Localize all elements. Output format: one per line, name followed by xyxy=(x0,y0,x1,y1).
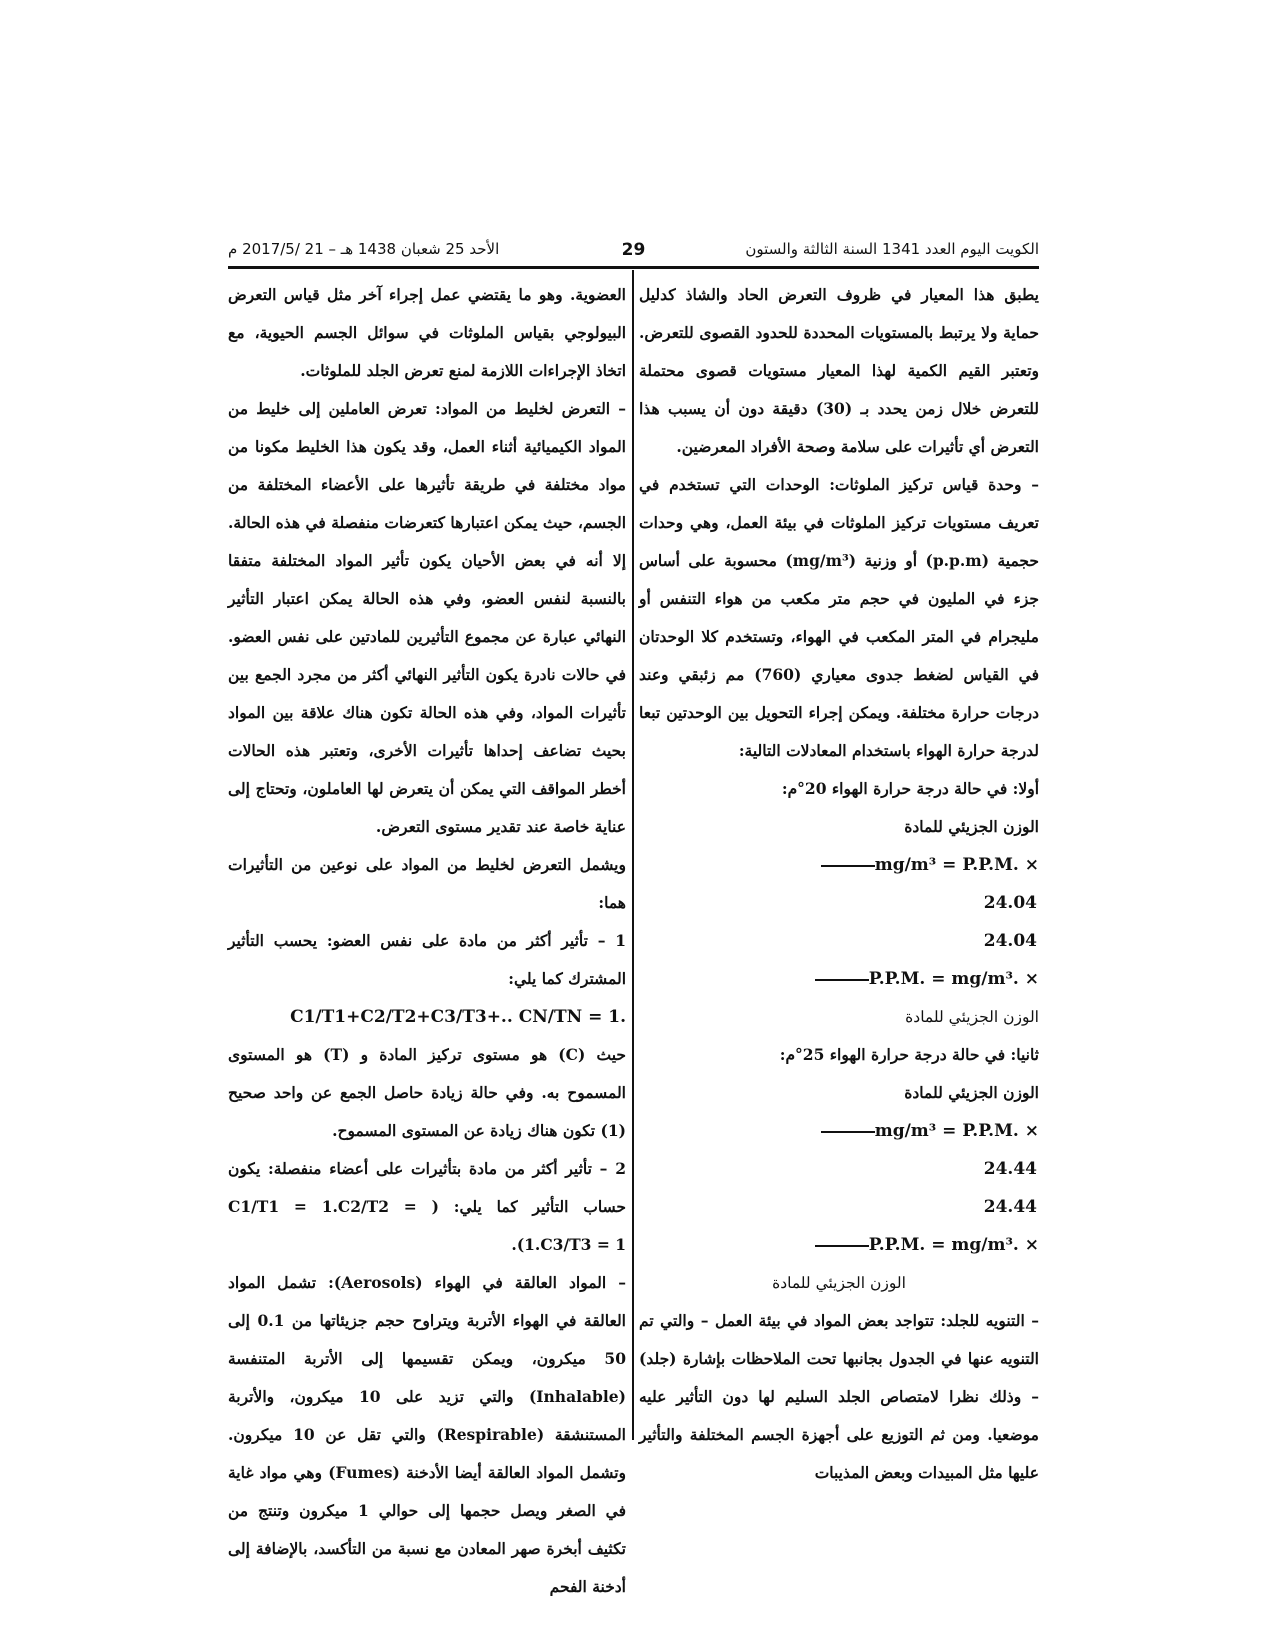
equation: mg/m³ = P.P.M. × xyxy=(639,1112,1039,1150)
molecular-weight-label: الوزن الجزيئي للمادة xyxy=(904,817,1039,836)
fraction-line xyxy=(821,1131,875,1133)
equation: C1/T1+C2/T2+C3/T3+.. CN/TN = 1. xyxy=(290,1007,626,1027)
page-header xyxy=(228,236,1039,266)
equation: mg/m³ = P.P.M. × xyxy=(639,846,1039,884)
molecular-weight-label: الوزن الجزيئي للمادة xyxy=(905,1008,1039,1026)
issue-date: الأحد 25 شعبان 1438 هـ – 21 /2017/5 م xyxy=(228,240,500,258)
equation: P.P.M. = mg/m³. × xyxy=(639,960,1039,998)
paragraph: – التعرض لخليط من المواد: تعرض العاملين إلى خليط من المواد الكيميائية أثناء العمل، وقد يكون هذا الخليط مكونا من مواد مختلفة في طريقة تأثيرها على الأعضاء المختلفة من الجسم، حيث يمكن اعتبارها كتعرضات منفصلة في هذه الحالة. إلا أنه في بعض الأحيان يكون تأثير المواد المختلفة متفقا بالنسبة لنفس العضو، وفي هذه الحالة يمكن اعتبار التأثير النهائي عبارة عن مجموع التأثيرين للمادتين على نفس العضو. في حالات نادرة يكون التأثير النهائي أكثر من مجرد الجمع بين تأثيرات المواد، وفي هذه الحالة تكون هناك علاقة بين المواد بحيث تضاعف إحداها تأثيرات الأخرى، وتعتبر هذه الحالات أخطر المواقف التي يمكن أن يتعرض لها العاملون، وتحتاج إلى عناية خاصة عند تقدير مستوى التعرض. xyxy=(228,399,626,836)
case-heading: أولا: في حالة درجة حرارة الهواء 20°م: xyxy=(781,779,1039,798)
left-column xyxy=(228,276,626,1606)
molecular-weight-label: الوزن الجزيئي للمادة xyxy=(904,1083,1039,1102)
fraction-line xyxy=(815,1245,869,1247)
constant-value: 24.04 xyxy=(983,931,1037,951)
paragraph: ويشمل التعرض لخليط من المواد على نوعين من التأثيرات هما: xyxy=(228,855,626,912)
molecular-weight-label: الوزن الجزيئي للمادة xyxy=(772,1274,906,1292)
fraction-line xyxy=(821,865,875,867)
paragraph: 1 – تأثير أكثر من مادة على نفس العضو: يحسب التأثير المشترك كما يلي: xyxy=(228,931,626,988)
right-column xyxy=(639,276,1039,1492)
paragraph: 2 – تأثير أكثر من مادة بتأثيرات على أعضاء منفصلة: يكون حساب التأثير كما يلي: ( C1/T1 = 1.C2/T2 = (1.C3/T3 = 1. xyxy=(228,1159,626,1254)
paragraph: العضوية. وهو ما يقتضي عمل إجراء آخر مثل قياس التعرض البيولوجي بقياس الملوثات في سوائل الجسم الحيوية، مع اتخاذ الإجراءات اللازمة لمنع تعرض الجلد للملوثات. xyxy=(228,285,626,380)
fraction-line xyxy=(815,979,869,981)
equation: P.P.M. = mg/m³. × xyxy=(639,1226,1039,1264)
constant-value: 24.44 xyxy=(983,1197,1037,1217)
paragraph: يطبق هذا المعيار في ظروف التعرض الحاد والشاذ كدليل حماية ولا يرتبط بالمستويات المحددة للحدود القصوى للتعرض. وتعتبر القيم الكمية لهذا المعيار مستويات قصوى محتملة للتعرض خلال زمن يحدد بـ (30) دقيقة دون أن يسبب هذا التعرض أي تأثيرات على سلامة وصحة الأفراد المعرضين. xyxy=(639,285,1039,456)
paragraph: – التنويه للجلد: تتواجد بعض المواد في بيئة العمل – والتي تم التنويه عنها في الجدول بجانبها تحت الملاحظات بإشارة (جلد) – وذلك نظرا لامتصاص الجلد السليم لها دون التأثير عليه موضعيا. ومن ثم التوزيع على أجهزة الجسم المختلفة والتأثير عليها مثل المبيدات وبعض المذيبات xyxy=(639,1311,1039,1482)
case-heading: ثانيا: في حالة درجة حرارة الهواء 25°م: xyxy=(779,1045,1039,1064)
constant-value: 24.04 xyxy=(983,893,1037,913)
constant-value: 24.44 xyxy=(983,1159,1037,1179)
column-divider xyxy=(632,270,634,1440)
paragraph: حيث (C) هو مستوى تركيز المادة و (T) هو المستوى المسموح به. وفي حالة زيادة حاصل الجمع عن واحد صحيح (1) تكون هناك زيادة عن المستوى المسموح. xyxy=(228,1045,626,1140)
header-rule xyxy=(228,266,1039,269)
paragraph: – المواد العالقة في الهواء (Aerosols): تشمل المواد العالقة في الهواء الأتربة ويتراوح حجم جزيئاتها من 0.1 إلى 50 ميكرون، ويمكن تقسيمها إلى الأتربة المتنفسة (Inhalable) والتي تزيد على 10 ميكرون، والأتربة المستنشقة (Respirable) والتي تقل عن 10 ميكرون. وتشمل المواد العالقة أيضا الأدخنة (Fumes) وهي مواد غاية في الصغر ويصل حجمها إلى حوالي 1 ميكرون وتنتج من تكثيف أبخرة صهر المعادن مع نسبة من التأكسد، بالإضافة إلى أدخنة الفحم xyxy=(228,1273,626,1596)
page-number: 29 xyxy=(621,240,646,260)
paragraph: – وحدة قياس تركيز الملوثات: الوحدات التي تستخدم في تعريف مستويات تركيز الملوثات في بيئة العمل، وهي وحدات حجمية (p.p.m) أو وزنية (mg/m³) محسوبة على أساس جزء في المليون في حجم متر مكعب من هواء التنفس أو مليجرام في المتر المكعب في الهواء، وتستخدم كلا الوحدتان في القياس لضغط جدوى معياري (760) مم زئبقي وعند درجات حرارة مختلفة. ويمكن إجراء التحويل بين الوحدتين تبعا لدرجة حرارة الهواء باستخدام المعادلات التالية: xyxy=(639,475,1040,760)
gazette-issue-info: الكويت اليوم العدد 1341 السنة الثالثة والستون xyxy=(745,240,1039,258)
